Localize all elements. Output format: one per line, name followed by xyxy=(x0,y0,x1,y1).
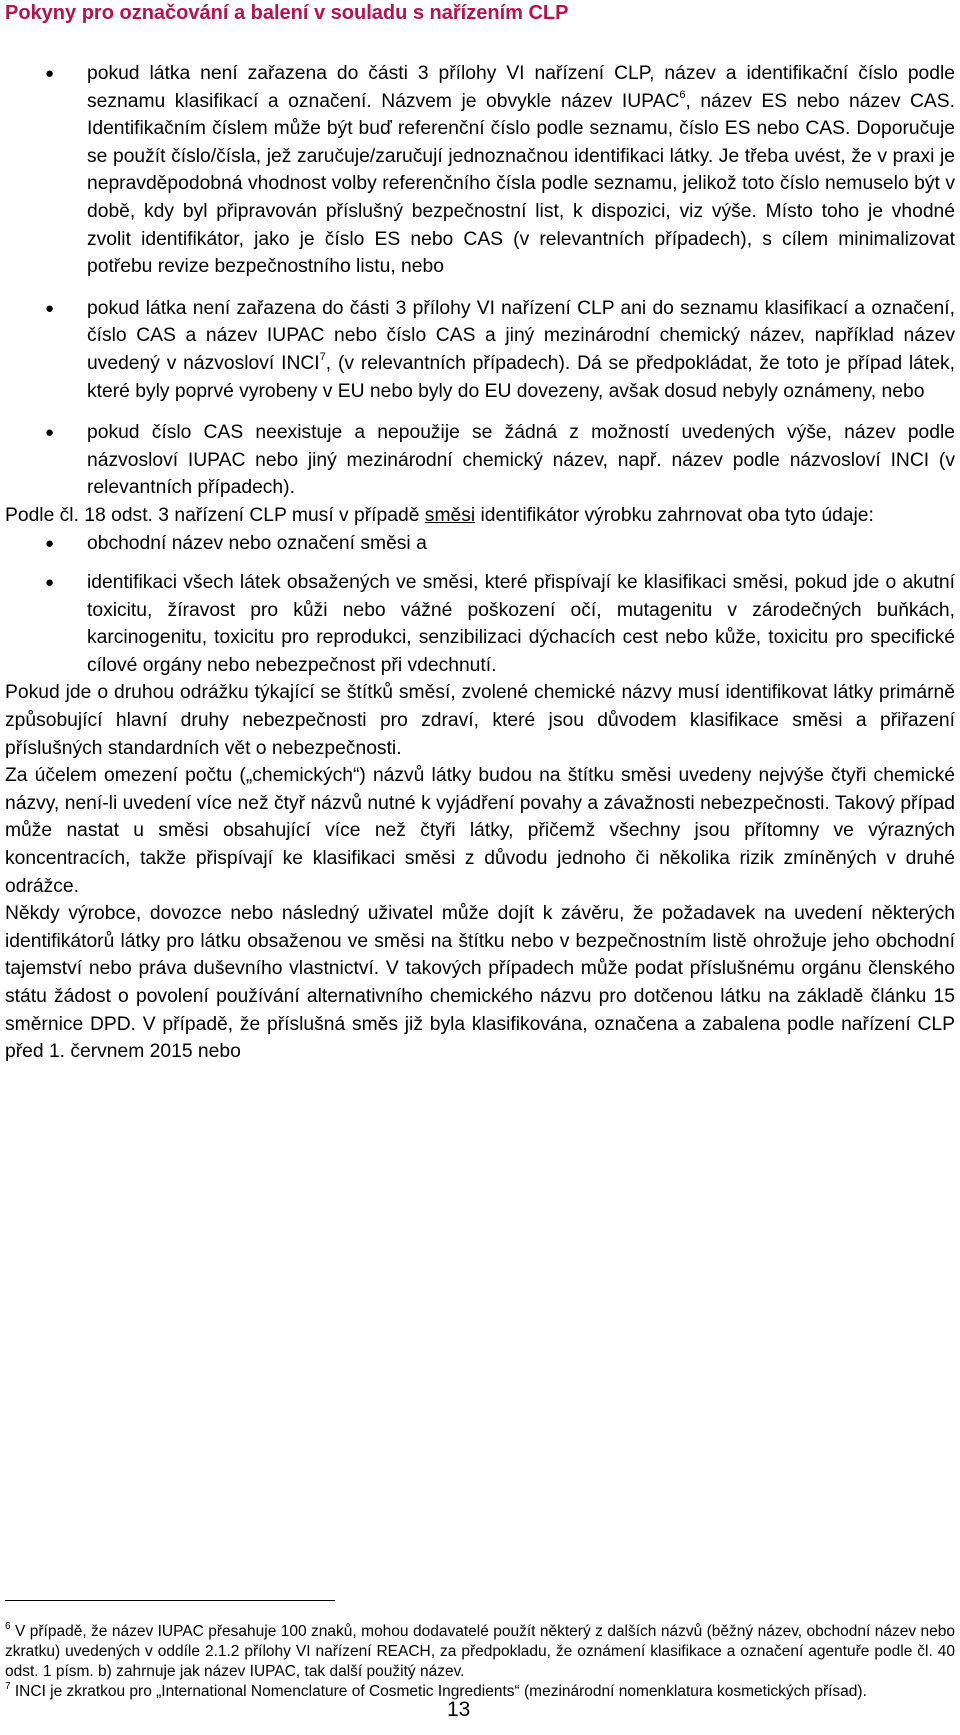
footnote-mark: 7 xyxy=(5,1681,11,1692)
footnote-ref: 7 xyxy=(319,350,326,363)
list-item xyxy=(5,60,955,281)
list-item-text-cont: , (v relevantních případech). Dá se předpokládat, že toto je případ látek, které byly poprvé vyrobeny v EU nebo byly do EU dovezeny, avšak dosud nebyly oznámeny, nebo xyxy=(87,352,955,402)
footnote-ref: 6 xyxy=(679,88,686,101)
page-number: 13 xyxy=(447,1698,471,1721)
bullet-icon: ● xyxy=(45,574,55,592)
paragraph-mixture-identifier xyxy=(5,502,955,530)
footnote xyxy=(5,1682,955,1702)
bullet-icon: ● xyxy=(45,534,55,552)
footnote-separator xyxy=(5,1600,335,1601)
footnote xyxy=(5,1622,955,1682)
list-item xyxy=(5,530,955,558)
list-item-text: obchodní název nebo označení směsi a xyxy=(87,532,427,554)
paragraph-text: Podle čl. 18 odst. 3 nařízení CLP musí v případě xyxy=(5,504,425,526)
bullet-icon: ● xyxy=(45,299,55,317)
paragraph-text-cont: identifikátor výrobku zahrnovat oba tyto údaje: xyxy=(475,504,874,526)
page-header-title: Pokyny pro označování a balení v souladu s nařízením CLP xyxy=(5,2,569,24)
list-item-text: pokud číslo CAS neexistuje a nepoužije se žádná z možností uvedených výše, název podle názvosloví IUPAC nebo jiný mezinárodní chemický název, např. název podle názvosloví INCI (v relevantních případech). xyxy=(87,422,955,499)
list-item xyxy=(5,569,955,679)
list-item-text-cont: , název ES nebo název CAS. Identifikačním číslem může být buď referenční číslo podle seznamu, číslo ES nebo CAS. Doporučuje se použít číslo/čísla, jež zaručuje/zaručují jednoznačnou identifikaci látky. Je třeba uvést, že v praxi je nepravděpodobná vhodnost volby referenčního čísla podle seznamu, jelikož toto číslo nemuselo být v době, kdy byl připravován příslušný bezpečnostní list, k dispozici, viz výše. Místo toho je vhodné zvolit identifikátor, jako je číslo ES nebo CAS (v relevantních případech), s cílem minimalizovat potřebu revize bezpečnostního listu, nebo xyxy=(87,90,955,278)
paragraph: Za účelem omezení počtu („chemických“) názvů látky budou na štítku směsi uvedeny nejvýše čtyři chemické názvy, není-li uvedení více než čtyř názvů nutné k vyjádření povahy a závažnosti nebezpečnosti. Takový případ může nastat u směsi obsahující více než čtyři látky, přičemž všechny jsou přítomny ve výrazných koncentracích, takže přispívají ke klasifikaci směsi z důvodu jednoho či několika rizik zmíněných v druhé odrážce. xyxy=(5,765,955,897)
footnotes xyxy=(5,1622,955,1702)
bullet-icon: ● xyxy=(45,424,55,442)
substance-identifier-list xyxy=(5,60,955,502)
list-item xyxy=(5,419,955,502)
mixture-identifier-list xyxy=(5,530,955,680)
paragraph: Někdy výrobce, dovozce nebo následný uživatel může dojít k závěru, že požadavek na uvedení některých identifikátorů látky pro látku obsaženou ve směsi na štítku nebo v bezpečnostním listě ohrožuje jeho obchodní tajemství nebo práva duševního vlastnictví. V takových případech může podat příslušnému orgánu členského státu žádost o povolení používání alternativního chemického názvu pro dotčenou látku na základě článku 15 směrnice DPD. V případě, že příslušná směs již byla klasifikována, označena a zabalena podle nařízení CLP před 1. červnem 2015 nebo xyxy=(5,903,955,1063)
paragraph: Pokud jde o druhou odrážku týkající se štítků směsí, zvolené chemické názvy musí identifikovat látky primárně způsobující hlavní druhy nebezpečnosti pro zdraví, které jsou důvodem klasifikace směsi a přiřazení příslušných standardních vět o nebezpečnosti. xyxy=(5,682,955,759)
footnote-text: INCI je zkratkou pro „International Nomenclature of Cosmetic Ingredients“ (mezinárodní nomenklatura kosmetických přísad). xyxy=(10,1683,867,1700)
list-item xyxy=(5,295,955,405)
list-item-text: pokud látka není zařazena do části 3 přílohy VI nařízení CLP ani do seznamu klasifikací a označení, číslo CAS a název IUPAC nebo číslo CAS a jiný mezinárodní chemický název, například název uvedený v názvosloví INCI xyxy=(87,297,955,374)
underlined-term: směsi xyxy=(424,504,476,526)
list-item-text: identifikaci všech látek obsažených ve směsi, které přispívají ke klasifikaci směsi, pokud jde o akutní toxicitu, žíravost pro kůži nebo vážné poškození očí, mutagenitu v zárodečných buňkách, karcinogenitu, toxicitu pro reprodukci, senzibilizaci dýchacích cest nebo kůže, toxicitu pro specifické cílové orgány nebo nebezpečnost při vdechnutí. xyxy=(87,572,955,676)
list-item-text: pokud látka není zařazena do části 3 přílohy VI nařízení CLP, název a identifikační číslo podle seznamu klasifikací a označení. Názvem je obvykle název IUPAC xyxy=(87,63,955,112)
footnote-mark: 6 xyxy=(5,1621,11,1632)
bullet-icon: ● xyxy=(45,65,55,82)
footnote-text: V případě, že název IUPAC přesahuje 100 znaků, mohou dodavatelé použít některý z dalších názvů (běžný název, obchodní název nebo zkratku) uvedených v oddíle 2.1.2 přílohy VI nařízení REACH, za předpokladu, že oznámení klasifikace a označení agentuře podle čl. 40 odst. 1 písm. b) zahrnuje jak název IUPAC, tak další použitý název. xyxy=(5,1623,955,1680)
main-content xyxy=(5,60,955,1066)
